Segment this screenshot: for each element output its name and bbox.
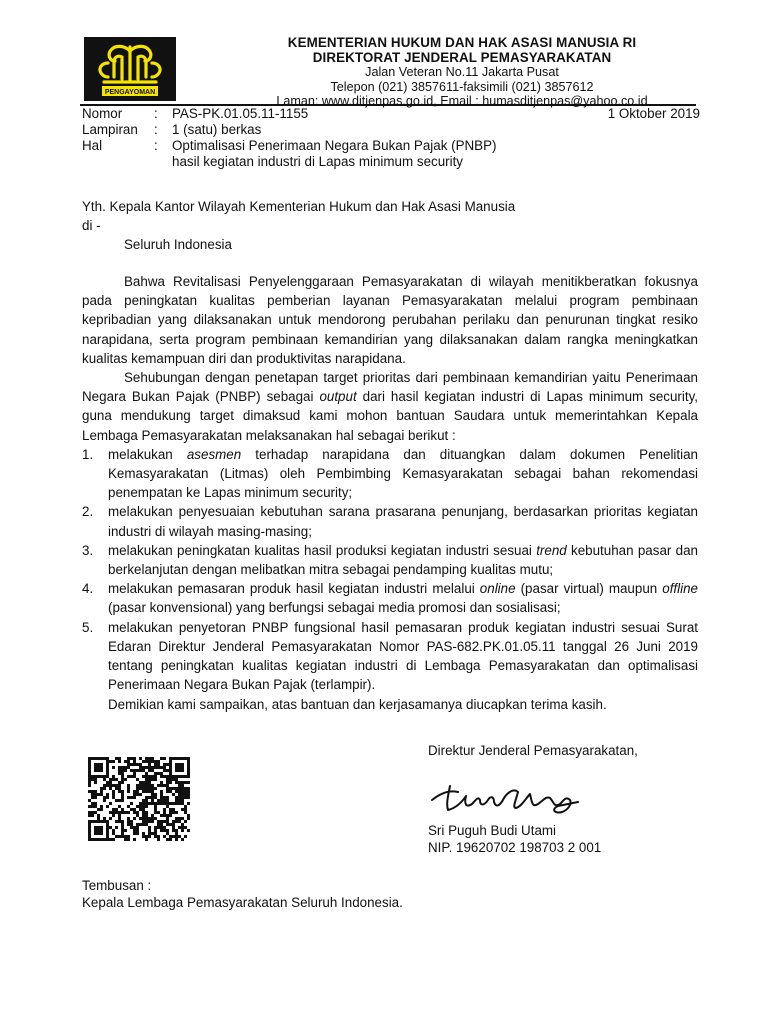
- nomor-label: Nomor: [82, 106, 123, 121]
- pengayoman-tree-icon: [84, 37, 176, 101]
- nomor-value: PAS-PK.01.05.11-1155: [172, 106, 309, 121]
- list-number: 1.: [82, 446, 94, 462]
- paragraph-2: [82, 368, 698, 445]
- paragraph-2-emphasis: output: [319, 389, 357, 405]
- signatory-title: Direktur Jenderal Pemasyarakatan,: [428, 743, 638, 758]
- list-item: [82, 618, 698, 695]
- list-text: terhadap narapidana dan dituangkan dalam dokumen Penelitian Kemasyarakatan (Litmas) oleh Pembimbing Kemasyarakatan sebagai bahan rekomendasi penempatan ke Lapas minimum security;: [108, 446, 698, 501]
- list-number: 5.: [82, 619, 94, 635]
- recipient-location: Seluruh Indonesia: [124, 237, 232, 252]
- list-item: [82, 541, 698, 579]
- list-number: 2.: [82, 504, 94, 520]
- lampiran-label: Lampiran: [82, 122, 138, 137]
- signatory-block: [428, 822, 601, 856]
- letterhead-text: [182, 35, 742, 109]
- cc-recipient: Kepala Lembaga Pemasyarakatan Seluruh Indonesia.: [82, 895, 403, 910]
- handwritten-signature: [428, 778, 588, 818]
- logo-caption: PENGAYOMAN: [104, 89, 156, 96]
- list-text: melakukan pemasaran produk hasil kegiatan industri melalui: [108, 581, 480, 597]
- list-text: (pasar virtual) maupun: [515, 581, 663, 597]
- list-emphasis: offline: [662, 581, 698, 597]
- list-text: melakukan: [108, 446, 187, 462]
- lampiran-colon: :: [154, 122, 158, 137]
- hal-colon: :: [154, 138, 158, 153]
- nomor-row: [82, 106, 700, 122]
- paragraph-2-part-a: Sehubungan dengan penetapan target prioritas dari pembinaan kemandirian yaitu Penerimaan Negara Bukan Pajak (PNBP) sebagai: [82, 370, 698, 405]
- carbon-copy: [82, 877, 403, 911]
- ministry-logo: [84, 37, 176, 101]
- ministry-name: KEMENTERIAN HUKUM DAN HAK ASASI MANUSIA RI: [287, 35, 637, 50]
- directorate-name: DIREKTORAT JENDERAL PEMASYARAKATAN: [312, 50, 612, 65]
- cc-label: Tembusan :: [82, 878, 152, 893]
- list-item: [82, 502, 698, 540]
- hal-label: Hal: [82, 138, 103, 153]
- list-emphasis: trend: [536, 542, 567, 558]
- list-item: [82, 579, 698, 617]
- list-text: (pasar konvensional) yang berfungsi sebagai media promosi dan sosialisasi;: [108, 600, 561, 616]
- letter-body: [82, 272, 698, 715]
- list-emphasis: asesmen: [186, 446, 242, 462]
- paragraph-2-part-b: dari hasil kegiatan industri di Lapas minimum security, guna mendukung target dimaksud kami mohon bantuan Saudara untuk memerintahkan Kepala Lembaga Pemasyarakatan melaksanakan hal sebagai berikut :: [82, 389, 699, 443]
- recipient-di: di -: [82, 218, 101, 233]
- signatory-name: Sri Puguh Budi Utami: [428, 823, 557, 838]
- reference-block: [82, 106, 700, 170]
- office-address: Jalan Veteran No.11 Jakarta Pusat: [365, 65, 559, 79]
- list-text: kebutuhan pasar dan berkelanjutan dengan melibatkan mitra sebagai pendamping kualitas mutu;: [108, 542, 699, 578]
- letter-date: 1 Oktober 2019: [607, 106, 700, 121]
- list-number: 3.: [82, 542, 94, 558]
- list-text: melakukan penyetoran PNBP fungsional hasil pemasaran produk kegiatan industri sesuai Surat Edaran Direktur Jenderal Pemasyarakatan Nomor PAS-682.PK.01.05.11 tanggal 26 Juni 2019 tentang peningkatan kualitas kegiatan industri di Lembaga Pemasyarakatan dan optimalisasi Penerimaan Negara Bukan Pajak (terlampir).: [108, 619, 698, 693]
- qr-code: [88, 757, 190, 841]
- recipient-address: [82, 197, 515, 254]
- list-emphasis: online: [479, 581, 516, 597]
- instruction-list: [82, 445, 698, 695]
- list-text: melakukan peningkatan kualitas hasil produksi kegiatan industri sesuai: [108, 542, 537, 558]
- hal-value-line1: Optimalisasi Penerimaan Negara Bukan Pajak (PNBP): [172, 138, 497, 153]
- list-number: 4.: [82, 581, 94, 597]
- nomor-colon: :: [154, 106, 158, 121]
- recipient-line: Yth. Kepala Kantor Wilayah Kementerian Hukum dan Hak Asasi Manusia: [82, 199, 516, 214]
- hal-value-line2: hasil kegiatan industri di Lapas minimum security: [172, 154, 464, 169]
- office-phone: Telepon (021) 3857611-faksimili (021) 3857612: [330, 79, 594, 94]
- hal-row-continued: [82, 154, 700, 170]
- paragraph-1: Bahwa Revitalisasi Penyelenggaraan Pemasyarakatan di wilayah menitikberatkan fokusnya pada peningkatan kualitas pemberian layanan Pemasyarakatan melalui program pembinaan kepribadian yang dilaksanakan untuk mendorong perubahan perilaku dan penurunan tingkat resiko narapidana, serta program pembinaan kemandirian yang dilaksanakan dalam rangka meningkatkan kualitas kemampuan diri dan produktivitas narapidana.: [82, 274, 698, 366]
- lampiran-row: [82, 122, 700, 138]
- closing-sentence: Demikian kami sampaikan, atas bantuan dan kerjasamanya diucapkan terima kasih.: [108, 697, 607, 713]
- list-text: melakukan penyesuaian kebutuhan sarana prasarana penunjang, berdasarkan prioritas kegiatan industri di wilayah masing-masing;: [108, 504, 698, 539]
- hal-row: [82, 138, 700, 154]
- signatory-nip: NIP. 19620702 198703 2 001: [428, 840, 602, 855]
- lampiran-value: 1 (satu) berkas: [172, 122, 262, 137]
- list-item: [82, 445, 698, 503]
- office-web-email: Laman: www.ditjenpas.go.id, Email : humasditjenpas@yahoo.co.id: [276, 94, 648, 108]
